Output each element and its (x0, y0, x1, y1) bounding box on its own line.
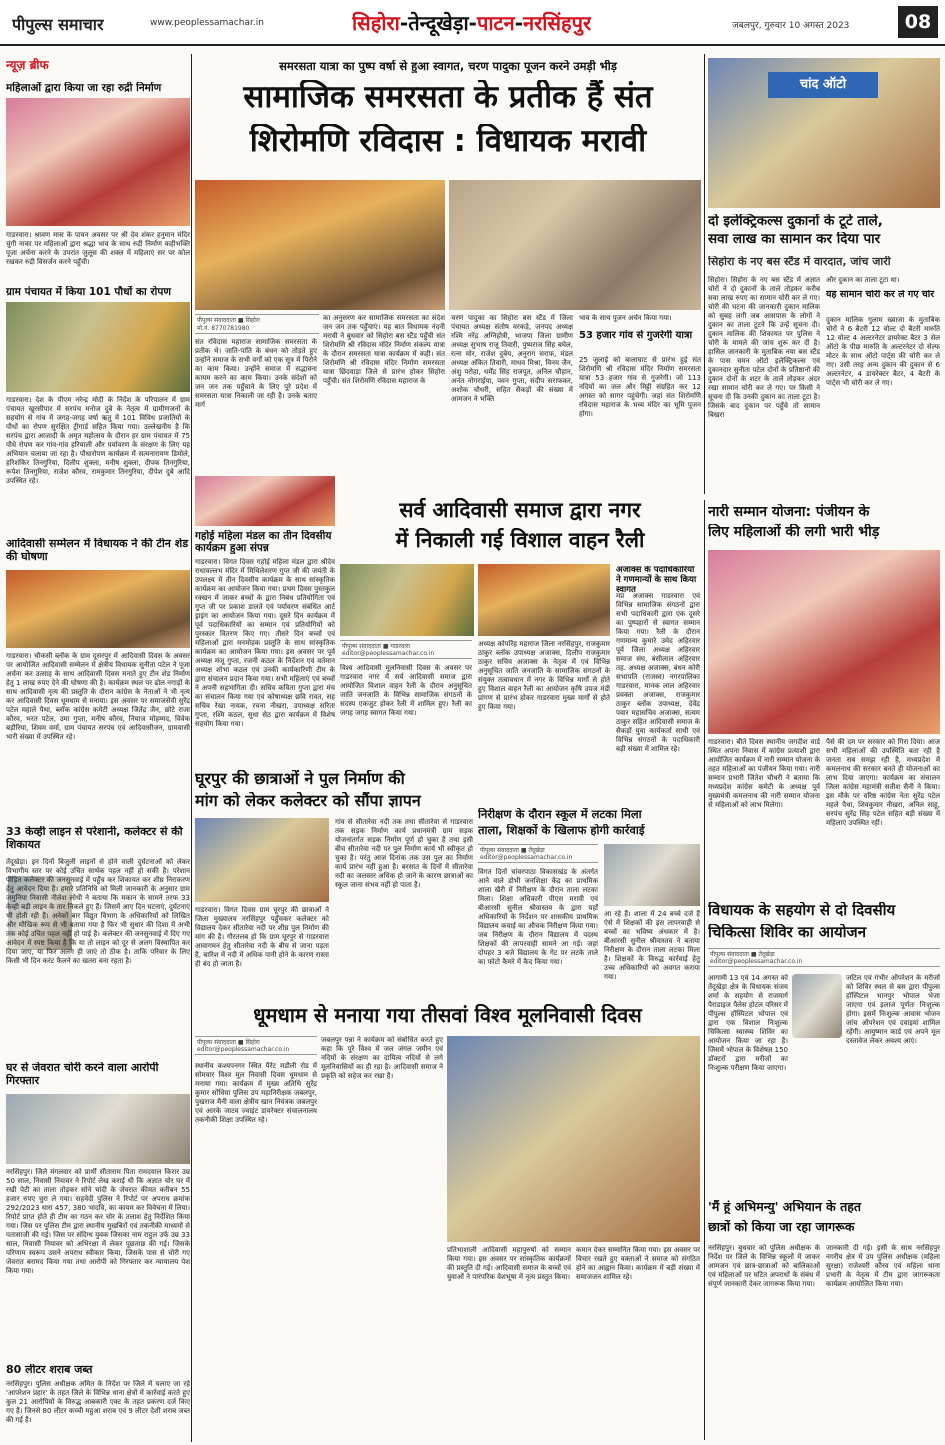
abhimanyu-headline-1: 'मैं हूं अभिमन्यु' अभियान के तहत (708, 1200, 862, 1214)
ghurpur-headline-2: मांग को लेकर कलेक्टर को सौंपा ज्ञापन (195, 792, 421, 810)
nari-headline-2: लिए महिलाओं की लगी भारी भीड़ (708, 524, 880, 540)
brief-text-4: तेंदूखेड़ा। इन दिनों बिजुली लाइनों से होने वाली दुर्घटनाओं को लेकर विभागीय स्तर पर कोई उचित सार्थक पहल नहीं हो सकी है। परेशान पीड़ित कलेक्टर की जनसुनवाई में पहुँच कर शिकायत कर शीघ्र निराकरण हेतु आवेदन दिया है। हमारे प्रतिनिधि को मिली जानकारी के अनुसार ग्राम जमुनिया निवासी नीलेश लोधी ने बताया कि मकान के सामने तरफ 33 केव्ही बड़ी लाइन के तार निकले हुए हैं। जिसमें आए दिन घटनाएं, दुर्घटनाएं भी होती रही हैं। अनेकों बार विद्युत विभाग के अधिकारियों को लिखित और मौखिक रूप से भी बताया गया है फिर भी सुधार की दिशा में अभी तक कोई उचित पहल नहीं हो पाई है। कलेक्टर की जनसुनवाई में दिए गए आवेदन में स्पष्ट किया है कि या तो लाइन को दूर से अलग विस्थापित कर दिया जाए, या फिर अलग ही जाएं तो ठीक है। ताकि परिवार के लिए किसी भी दिन करंट फैलने का खतरा बना रहता है। (6, 858, 190, 965)
camp-col-2: जटिल एवं गंभीर ऑपरेशन के मरीजों को शिविर स्थल से बस द्वारा पीपुल्स हॉस्पिटल भानपुर भोपाल भेजा जाएगा एवं इलाज पूर्णतः निःशुल्क होगा। इसमें निःशुल्क आवास भोजन जांच ऑपरेशन एवं दवाइयां शामिल रहेंगी। आयुष्मान कार्ड एवं अपने मूल दस्तावेज लेकर अवश्य आएं। (846, 974, 940, 1045)
rally-photo-1 (340, 564, 474, 636)
inspect-byline (478, 844, 598, 863)
news-brief-column (6, 56, 190, 1442)
column-rule-right-2 (704, 500, 705, 1440)
mahila-headline: गहोई महिला मंडल का तीन दिवसीय कार्यक्रम हुआ संपन्न (195, 530, 332, 555)
diwas-col-1: स्थानीय कश्यपनगर स्थित पैरेंट मडौली रोड में सोमवार विश्व मूल निवासी दिवस धूमधाम से मनाया गया। कार्यक्रम में मुख्य अतिथि सुरेंद्र कुमार सोंधिया पुलिस उप महानिरीक्षक जबलपुर, पुखराज मैनी वाला क्षेत्रीय खान नियंत्रक जबलपुर एवं आरके जाटव ज्वाइंट डायरेक्टर संचालनालय तकनीकी शिक्षा उपस्थित रहे। (195, 1062, 317, 1124)
diwas-byline-text: पीपुल्स संवाददाता ■ सिहोरा (197, 1039, 260, 1046)
rally-col-2: अध्यक्ष कोपरिंह महाराज जिला नरसिंहपुर, राजकुमार ठाकुर ब्लॉक उपाध्यक्ष अजाक्स, दिलीप राजकुमार ठाकुर सचिव अजाक्स के नेतृत्व में एवं विभिन्न अनुसूचित जाति जनजाति के सामाजिक संगठनों के संयुक्त तत्वावधान में नगर के विभिन्न मार्गों से होते हुए विशाल वाहन रैली का आयोजन कृषि उपज मंडी प्रांगण से प्रारंभ होकर गाडरवारा मुख्य मार्गों से होते हुए किया गया। (478, 640, 610, 711)
brief-photo-3 (6, 570, 190, 648)
abhimanyu-col-2: जानकारी दी गई। इसी के साथ नरसिंहपुर नगरीय क्षेत्र में उप पुलिस अधीक्षक (महिला सुरक्षा) राजेश्वरी कौरव एवं महिला थाना प्रभारी के नेतृत्व में टीम द्वारा जागरूकता कार्यक्रम आयोजित किया गया। (826, 1244, 940, 1288)
lead-col-3: चरण पादुका का सिहोरा बस स्टैंड में जिला पंचायत अध्यक्ष संतोष वरकड़े, जनपद अध्यक्ष रश्मि नरेंद्र अग्निहोत्री, भाजपा जिला ग्रामीण अध्यक्ष सुभाष राजू तिवारी, पुष्पराज सिंह बघेल, रत्ना मोर, राजेश दुबेय, अनुराग सराफ, मंडल अध्यक्ष अंकित तिवारी, माधव मिश्रा, विनय जैन, अंशु परोहा, धर्मेंद्र सिंह राजपूत, अनिल चौहान, अनंत नोगराईया, पवन गुप्ता, संदीप सराफकर, अशोक चौधरी, सहित सैकड़ों की संख्या में आमजन ने भक्ति (451, 314, 573, 403)
rally-side-text: मप्र अजाक्स गाडरवारा एवं विभिन्न सामाजिक संगठनों द्वारा सभी पदाधिकारी द्वारा एक दूसरे का पुष्पहारों से स्वागत सम्मान किया गया। रैली के दौरान गणमान्य कुमारे उमेद अहिरवार पूर्व जिला अध्यक्ष अहिरवार समाज संघ, बंसीलाल अहिरवार तह. अध्यक्ष अजाक्स, बंधन कोरी सभापति (राजस्व) नगरपालिका गाडरवारा, मानक लाल अहिरवार प्रवक्ता अजाक्स, राजकुमार ठाकुर ब्लॉक उपाध्यक्ष, देवेंद्र पवार महासचिव अजाक्स, सत्यम ठाकुर सहित आदिवासी समाज के सैकड़ों युवा कार्यकर्ता साथी एवं विभिन्न संगठनों के पदाधिकारी बड़ी संख्या में शामिल रहे। (616, 592, 700, 753)
camp-headline-1: विधायक के सहयोग से दो दिवसीय (708, 902, 896, 919)
rally-col-1: विश्व आदिवासी मूलनिवासी दिवस के अवसर पर गाडरवारा नगर में सर्व आदिवासी समाज द्वारा आयोजित विशाल वाहन रैली के दौरान अनुसूचित जाति जनजाति के विभिन्न सामाजिक संगठनों के सदस्य एकजुट होकर रैली में शामिल हुए। रैली का जगह जगह स्वागत किया गया। (340, 664, 472, 717)
inspect-headline-1: निरीक्षण के दौरान स्कूल में लटका मिला (478, 808, 642, 821)
masthead (0, 0, 945, 46)
theft-col2-text: दुकान मालिक गुलाम ख्वाजा के मुताबिक चोरों ने 6 बैटरी 12 वोल्ट दो बैटरी मारुति 12 वोल्ट 4 अल्टरनेटर डायरेक्ट बैटर 3 सेल ऑटो के पीछ मारुति के अल्टरनेटर दो सेल्फ मोटर के साथ ऑटो पार्ट्स की चोरी कर ले गए। उसी तरह अन्य दुकान की दुकान से 6 अल्टरनेटर, 4 डायरेक्टर बैटर, 4 बैटरी के पार्ट्स भी चोरी कर ले गए। (826, 316, 940, 387)
camp-byline-text: पीपुल्स संवाददाता ■ तेंदूखेड़ा (710, 951, 775, 958)
inspect-photo (604, 844, 700, 906)
brief-photo-2 (6, 302, 190, 392)
paper-name: पीपुल्स समाचार (12, 15, 104, 34)
paper-url: www.peoplessamachar.in (150, 18, 264, 28)
lead-photo-stage (195, 180, 445, 310)
ghurpur-col-2: गांव से सीतारेवा नदी तक तथा सीतारेवा से गाडरवारा तक सड़क निर्माण कार्य प्रधानमंत्री ग्राम सड़क योजनांतर्गत सड़क निर्माण पूर्ण हो चुका है तथा इसी बीच सीतारेवा नदी पर पुल निर्माण कार्य भी स्वीकृत हो चुका है। परंतु आज दिनांक तक उस पुल का निर्माण कार्य प्रारंभ नहीं हुआ है। बरसात के दिनों में सीतारेवा नदी का जलस्तर अधिक हो जाने के कारण छात्राओं का स्कूल जाना संभव नहीं हो पाता है। (335, 818, 473, 889)
ghurpur-headline-1: घूरपुर की छात्राओं ने पुल निर्माण की (195, 770, 405, 788)
edition-sep-2: - (468, 11, 477, 35)
nari-headline-1: नारी सम्मान योजना: पंजीयन के (708, 504, 870, 520)
ghurpur-col-1: गाडरवारा। विगत दिवस ग्राम घूरपुर की छात्राओं ने जिला मुख्यालय नरसिंहपुर पहुँचकर कलेक्टर को विद्यालय देकर सीतारेवा नदी पर शीघ्र पुल निर्माण की मांग की है। गौरतलब हो कि ग्राम घूरपुर से गाडरवारा आवागमन हेतु सीतारेवा नदी के बीच से जाना पड़ता है, बारिश में नदी में अधिक पानी होने के कारण रास्ता ही बंद हो जाता है। (195, 906, 329, 968)
mahila-text: गाडरवारा। विगत दिवस गहोई महिला मंडल द्वारा श्रीदेव राधावल्लभ मंदिर में मिथिलेशरण गुप्त जी की जयंती के उपलक्ष्य में तीन दिवसीय कार्यक्रम के साथ सांस्कृतिक कार्यक्रम का आयोजन किया गया। प्रथम दिवस पुस्तकुल रक्खन में जाकर बच्चों के द्वारा निबंध प्रतियोगिता एवं गुप्त जी पर प्रकाश डालते एवं पर्यावरण संबंधित आर्ट ड्राइंग का आयोजन किया गया। दूसरे दिन कार्यक्रम में पूर्व पदाधिकारियों का सम्मान एवं प्रतियोगियों को पुरस्कार वितरण किए गए। तीसरे दिन बच्चों एवं महिलाओं द्वारा मनमोहक प्रस्तुति के साथ सांस्कृतिक कार्यक्रम का आयोजन किया गया। इस अवसर पर पूर्व अध्यक्ष मंजू गुप्ता, रजनी कठल के निर्देशन एवं वर्तमान अध्यक्ष शोभा कठल एवं उनकी कार्यकारिणी टीम के द्वारा संचालन प्रदान किया गया। सभी महिलाएं एवं बच्चों ने अपनी सहभागिता दी। सचिव कविता गुप्ता द्वारा मंच का संचालन किया गया एवं कोषाध्यक्ष छवि रावत, सह सचिव रेखा नायक, रचना नीखरा, उपाध्यक्ष सरिता गुप्ता, रश्मि कठल, सुधा सेठ द्वारा कार्यक्रम में विशेष सहयोग किया गया। (195, 558, 335, 728)
rally-email: editor@peoplessamachar.co.in (342, 650, 435, 657)
abhimanyu-col-1: नरसिंहपुर। बुधवार को पुलिस अधीक्षक के निर्देश पर जिले के विभिन्न स्कूलों में जाकर आमजन एवं छात्र-छात्राओं को बालिकाओं एवं महिलाओं पर घटित अपराधों के संबंध में संपूर्ण जानकारी देकर जागरूक किया गया। (708, 1244, 820, 1288)
theft-subhead: सिहोरा के नए बस स्टैंड में वारदात, जांच जारी (708, 256, 891, 268)
mahila-photo (195, 476, 335, 526)
column-rule-right (704, 54, 705, 494)
lead-headline-1: सामाजिक समरसता के प्रतीक हैं संत (243, 80, 653, 115)
inspect-byline-text: पीपुल्स संवाददाता ■ तेंदूखेड़ा (480, 847, 545, 854)
theft-photo (708, 58, 940, 208)
edition-narsinghpur: नरसिंहपुर (523, 11, 592, 35)
lead-story (195, 56, 701, 516)
diwas-col-4: कमान देकर सम्मानित किया गया। इस अवसर पर विचार रखते हुए वक्ताओं ने समाज को संगठित होने का आह्वान किया। कार्यक्रम में बड़ी संख्या में समाजजन शामिल रहे। (576, 1246, 700, 1281)
rally-story (340, 498, 700, 798)
rally-photo-2 (478, 564, 610, 636)
brief-headline-1: महिलाओं द्वारा किया जा रहा रुद्री निर्माण (6, 82, 162, 94)
edition-sep-3: - (514, 11, 523, 35)
inspect-story (478, 808, 700, 998)
theft-col-2: और दुकान का ताला टूटा था। (826, 276, 900, 284)
abhimanyu-headline-2: छात्रों को किया जा रहा जागरूक (708, 1220, 855, 1234)
lead-kicker: समरसता यात्रा का पुष्प वर्षा से हुआ स्वागत, चरण पादुका पूजन करने उमड़ी भीड़ (279, 60, 617, 73)
brief-headline-5: घर से जेवरात चोरी करने वाला आरोपी गिरफ्तार (6, 1062, 159, 1087)
camp-email: editor@peoplessamachar.co.in (710, 958, 803, 965)
diwas-col-2: जबलपुर पन्ना ने कार्यक्रम को संबोधित करते हुए कहा कि पूरे विश्व में जल जंगल जमीन एवं नदियों के संरक्षण का दायित्व नदियों से लगे मूलनिवासियों का ही रहा है। आदिवासी समाज ने प्रकृति को सहेज कर रखा है। (321, 1036, 443, 1080)
mahila-story (195, 476, 335, 766)
column-rule-left (191, 54, 192, 1442)
inspect-headline-2: ताला, शिक्षकों के खिलाफ होगी कार्रवाई (478, 824, 645, 837)
camp-col-1: आगामी 13 एवं 14 अगस्त को तेंदूखेड़ा क्षेत्र के विधायक संजय शर्मा के सहयोग से राजमार्ग पैराडाइज पैलेस होटल परिसर में पीपुल्स हॉस्पिटल भोपाल एवं द्वारा एक विशाल निःशुल्क चिकित्सा स्वास्थ्य शिविर का आयोजन किया जा रहा है। जिसमें भोपाल के विशेषज्ञ 150 डॉक्टरों द्वारा मरीजों का निःशुल्क परीक्षण किया जाएगा। (708, 974, 788, 1072)
page-number: 08 (898, 6, 938, 38)
camp-byline (708, 948, 940, 967)
shop-sign: चांद ऑटो (768, 72, 878, 98)
edition-patan: पाटन (476, 11, 515, 35)
brief-headline-2: ग्राम पंचायत में किया 101 पौधों का रोपण (6, 286, 171, 298)
rally-headline-2: में निकाली गई विशाल वाहन रैली (395, 528, 645, 552)
theft-headline-2: सवा लाख का सामान कर दिया पार (708, 232, 881, 247)
brief-text-2: गाडरवारा। देश के पीएम नरेन्द्र मोदी के निर्देश के परिपालन में ग्राम पंचायत खुरसीपार में सरपंच मनोज दुबे के नेतृत्व में ग्रामीणजनों के सहयोग से गांव में जगह-जगह वर्षा ऋतु में 101 विविध प्रजातियों के पौधों का रोपण सुरक्षित ट्रीगार्ड सहित किया गया। उल्लेखनीय है कि सरपंच द्वारा आजादी के अमृत महोत्सव के दौरान हर ग्राम पंचायत में 75 पौधे रोपण कर गांव-गांव हरियाली और पर्यावरण के संरक्षण के लिए यह अभियान चलाया जा रहा है। पौधारोपण कार्यक्रम में सत्यनारायण डिमोले, हरिशंकिर तिनगुरिया, दिलीप शुक्ला, मनीष शुक्ला, दीपक तिनगुरिया, रूपेश तिनगुरिया, राजेश कौरव, रामकुमार तिनगुरिया, दीपेश दुबे आदि उपस्थित रहे। (6, 396, 190, 485)
brief-photo-5 (6, 1094, 190, 1164)
brief-tag: न्यूज़ ब्रीफ (6, 58, 49, 72)
nari-photo (708, 550, 940, 734)
brief-text-3: गाडरवारा। चौकसी ब्लॉक के ग्राम दूसरपुर में आदिवासी दिवस के अवसर पर आयोजित आदिवासी सम्मेलन में क्षेत्रीय विधायक सुनीता पटेल ने पूजा अर्चना कर उत्साह के साथ आदिवासी दिवस मनाते हुए टीन शेड निर्माण हेतु 1 लाख रुपए देने की घोषणा की है। कार्यक्रम स्थल पर ढोल नगाड़ों के साथ आदिवासी नृत्य की प्रस्तुति के दौरान कांग्रेस के नेताओं ने भी नृत्य कर आदिवासी दिवस धूमधाम से मनाया। इस अवसर पर समाजसेवी सुरेंद्र पटेल महाले पैथा, ब्लॉक कांग्रेस कमेटी अध्यक्ष जितेंद्र जैन, छोटे राजा कौरव, भरत पटेल, उमा गुप्ता, मनीष कौरव, नियाज मोहम्मद, विवेक बड़ौरिया, शिवम वर्मा, ग्राम पंचायत सरपंच एवं आदिवासीजन, ग्रामवासी भारी संख्या में उपस्थित रहे। (6, 652, 190, 741)
ghurpur-story (195, 770, 473, 1000)
lead-byline (195, 314, 319, 334)
lead-headline-2: शिरोमणि रविदास : विधायक मरावी (249, 124, 647, 159)
camp-headline-2: चिकित्सा शिविर का आयोजन (708, 924, 867, 941)
lead-photo-caption: भाव के साथ पूजन अर्चन किया गया। (579, 314, 672, 322)
nari-col-1: गाडरवारा। बीते दिवस स्थानीय जगदीश वार्ड स्थित अपना निवास में कांग्रेस प्रत्याशी द्वारा आयोजित कार्यक्रम में नारी सम्मान योजना के तहत महिलाओं का पंजीयन किया गया। नारी सम्मान प्रभारी जितेश चौधरी ने बताया कि मध्यप्रदेश कांग्रेस कमेटी के अध्यक्ष पूर्व मुख्यमंत्री कमलनाथ की नारी सम्मान योजना से महिलाओं को लाभ मिलेगा। (708, 738, 820, 809)
camp-mla-photo (792, 974, 842, 1038)
inspect-text: विगत दिनों चांवरपाठा विकासखंड के अंतर्गत आने वाले डोभी जनशिक्षा केंद्र का प्राथमिक शाला खैरी में निरीक्षण के दौरान ताला लटका मिला। शिक्षा अधिकारी पीएस मरावी एवं बीआरसी सुनील श्रीवास्तव के द्वारा यहाँ अधिकारियों के निर्देशन पर शासकीय प्राथमिक विद्यालय कवाई का औचक निरीक्षण किया गया। जब निरीक्षण के दौरान विद्यालय में पदस्थ शिक्षकों की लापरवाही सामने आ गई। जहां दोपहर 3 बजे विद्यालय के गेट पर लटके ताले का फोटो कैमरे में कैद किया गया। (478, 868, 598, 966)
edition-tendukheda: तेन्दूखेड़ा (408, 11, 469, 35)
lead-side-text: 25 जुलाई को बालाघाट से प्रारंभ हुई संत शिरोमणि श्री रविदास मंदिर निर्माण समरसता यात्रा 53 हजार गांव से गुजरेगी। जो 113 नदियों का जल और मिट्टी संग्रहित कर 12 अगस्त को सागर पहुंचेगी। जहां संत शिरोमणि रविदास महाराज के भव्य मंदिर का भूमि पूजन होगा। (579, 356, 701, 418)
lead-col-1: संत रविदास महाराज सामाजिक समरसता के प्रतीक थे। जाति-पांति के बंधन को तोड़ते हुए उन्होंने समाज के सभी वर्गों को एक सूत्र में पिरोने का काम किया। उन्होंने समाज में सद्भावना कायम करने का काम किया। उनके संदेशों को जन जन तक पहुँचाने के लिए पूरे प्रदेश में समरसता यात्रा निकाली जा रही है। उनके बताए मार्ग (195, 338, 317, 409)
ghurpur-photo (195, 818, 329, 902)
theft-col2-title: यह सामान चोरी कर ले गए चोर (826, 290, 935, 300)
nari-col-2: पैसे की दम पर सरकार को गिरा दिया। आज सभी महिलाओं की उपस्थिति बता रही है जनता सब समझ रही है, मध्यप्रदेश में कमलनाथ की सरकार बनते ही योजनाओं का लाभ दिया जाएगा। कार्यक्रम का संचालन जिला कांग्रेस महामंत्री सतीश सैनी ने किया। इस मौके पर वरिष्ठ कांग्रेस नेता सुरेंद्र पटेल महले पैथा, शिवकुमार नीखरा, अनिल साहू, सरपंच सुरेंद्र सिंह पटेल सहित बड़ी संख्या में महिलाएं उपस्थित रहीं। (826, 738, 940, 827)
theft-col-1: सिहोरा। सिहोरा के नए बस स्टैंड में अज्ञात चोरों ने दो दुकानों के ताले तोड़कर करीब सवा लाख रुपए का सामान चोरी कर ले गए। चोरी की घटना की जानकारी दुकान मालिक को सुबह लगी जब आसपास के लोगों ने दुकान का ताला टूटने कि उन्हें सूचना दी। दुकान मालिक की शिकायत पर पुलिस ने चोरी के मामले की जांच शुरू कर दी है। हासिल जानकारी के मुताबिक नया बस स्टैंड के पास चमन ऑटो इलेक्ट्रिकल्स एवं दुकानदार सुनीता पटेल दोनों के प्रतिष्ठानों की दुकान दोनों के शटर के ताले तोड़कर अंदर रखा सामान चोरी कर ले गए। पर किसी ने सूचना दी कि उनकी दुकान का ताला टूटा है। जिसके बाद दुकान पर पहुँचे तो सामान बिखरा (708, 276, 820, 419)
brief-headline-3: आदिवासी सम्मेलन में विधायक ने की टीन शेड की घोषणा (6, 538, 189, 563)
diwas-col-3: प्रतिभाशाली आदिवासी महापुरुषों को सम्मान किया गया। इस अवसर पर सांस्कृतिक कार्यक्रमों की प्रस्तुति दी गई। आदिवासी समाज के बच्चों एवं युवाओं ने पारंपरिक वेशभूषा में नृत्य प्रस्तुत किया। (447, 1246, 571, 1281)
nari-story (708, 500, 940, 900)
rally-side-title: अजाक्स के पदाधिकारियों ने गणमान्यों के साथ किया स्वागत (616, 566, 697, 595)
diwas-byline (195, 1036, 317, 1055)
brief-text-6: नरसिंहपुर। पुलिस अधीक्षक अमित के निर्देश पर जिले में चलाए जा रहे 'आपरेशन प्रहार' के तहत जिले के विभिन्न थाना क्षेत्रों में कार्रवाई करते हुए कुल 21 आरोपियों के विरुद्ध आबकारी एक्ट के तहत प्रकरण दर्ज किए गए हैं। जिनसे 80 लीटर कच्ची महुआ शराब एवं 9 लीटर देशी शराब जब्त की गई है। (6, 1380, 190, 1424)
rally-headline-1: सर्व आदिवासी समाज द्वारा नगर (399, 498, 641, 522)
rally-byline (340, 640, 472, 659)
diwas-email: editor@peoplessamachar.co.in (197, 1046, 290, 1053)
issue-date: जबलपुर, गुरुवार 10 अगस्त 2023 (732, 21, 850, 31)
lead-mobile: मो.नं. 8770781980 (197, 325, 250, 332)
rally-byline-text: पीपुल्स संवाददाता ■ गाडरवारा (342, 643, 410, 650)
brief-headline-6: 80 लीटर शराब जब्त (6, 1364, 93, 1376)
inspect-email: editor@peoplessamachar.co.in (480, 854, 573, 861)
lead-byline-text: पीपुल्स संवाददाता ■ सिहोरा (197, 317, 260, 324)
inspect-text-2: आ रहे हैं। शाला में 24 बच्चे दर्ज हैं ऐसे में शिक्षकों की इस लापरवाही से बच्चों का भविष्य अंधकार में है। बीआरसी सुनील श्रीवास्तव ने बताया निरीक्षण के दौरान ताला लटका मिला है। शिक्षकों के विरुद्ध कार्रवाई हेतु उच्च अधिकारियों को अवगत कराया गया। (604, 910, 700, 981)
edition-sep-1: - (399, 11, 409, 35)
abhimanyu-story (708, 1200, 940, 1442)
brief-headline-4: 33 केव्ही लाइन से परेशानी, कलेक्टर से की शिकायत (6, 826, 183, 851)
brief-text-1: गाडरवारा। श्रावण मास के पावन अवसर पर श्री देव शंकर हनुमान मंदिर चुंगी नाका पर महिलाओं द्वारा श्रद्धा भाव के साथ रुद्री निर्माण कहीभक्ति पूजा अर्चना करने के उपरांत जुलूस की शक्ल में महिलाएं सर पर कोल रखकर रुद्री विसर्जन करने पहुँची। (6, 231, 190, 266)
brief-photo-1 (6, 98, 190, 226)
camp-story (708, 902, 940, 1202)
brief-text-5: नरसिंहपुर। जिले मंगलवार को प्रार्थी सीताराम पिता रामदयाल किरार उम्र 50 साल, निवासी नियावर ने रिपोर्ट लेख कराई थी कि अज्ञात चोर घर में रखी पेटी का ताला तोड़कर सोने चांदी के जेवरात कीमत करीबन 55 हजार रुपए चुरा ले गया। सहवेदी पुलिस ने रिपोर्ट पर अपराध क्रमांक 292/2023 धारा 457, 380 भादवि, का कायम कर विवेचना में लिया। रिपोर्ट प्राप्त होते ही टीम का गठन कर चोर के तलाश हेतु निर्देशित किया गया। जिस पर पुलिस टीम द्वारा स्थानीय मुखबिरों एवं तकनीकी माध्यमों से पतासाजी की गई। जिस पर संदिग्ध युवक जिसका नाम राहुल उर्फ उम्र 33 साल, निवासी नियावर को अभिरक्षा में लेकर पूछताछ की गई। जिसके परिणाम स्वरूप उसने अपराध स्वीकार किया, जिसके पास से चोरी गए जेवरात बरामद किया गया तथा आरोपी को गिरफ्तार कर न्यायालय पेश किया गया। (6, 1168, 190, 1275)
lead-side-title: 53 हजार गांव से गुजरेगी यात्रा (579, 330, 693, 341)
theft-headline-1: दो इलेक्ट्रिकल्स दुकानों के टूटे ताले, (708, 214, 883, 229)
edition-sihora: सिहोरा (352, 11, 400, 35)
diwas-photo (447, 1036, 700, 1242)
lead-col-2: का अनुसरण कर सामाजिक समरसता का संदेश जन जन तक पहुँचाएं। यह बात विधायक नंदनी मरावी ने बुधवार को सिहोरा बस स्टैंड पहुँची संत शिरोमणि श्री रविदास मंदिर निर्माण संकल्प यात्रा के दौरान समरसता यात्रा कार्यक्रम में कही। संत शिरोमणि श्री रविदास मंदिर निर्माण समरसता यात्रा छिंदवाड़ा जिले से प्रारंभ होकर सिहोरा पहुँची। संत शिरोमणि रविदास महाराज के (323, 314, 445, 385)
diwas-story (195, 1004, 700, 1442)
lead-photo-procession (449, 180, 701, 310)
diwas-headline: धूमधाम से मनाया गया तीसवां विश्व मूलनिवासी दिवस (253, 1004, 642, 1027)
theft-story (708, 56, 940, 496)
edition-title (352, 9, 591, 37)
